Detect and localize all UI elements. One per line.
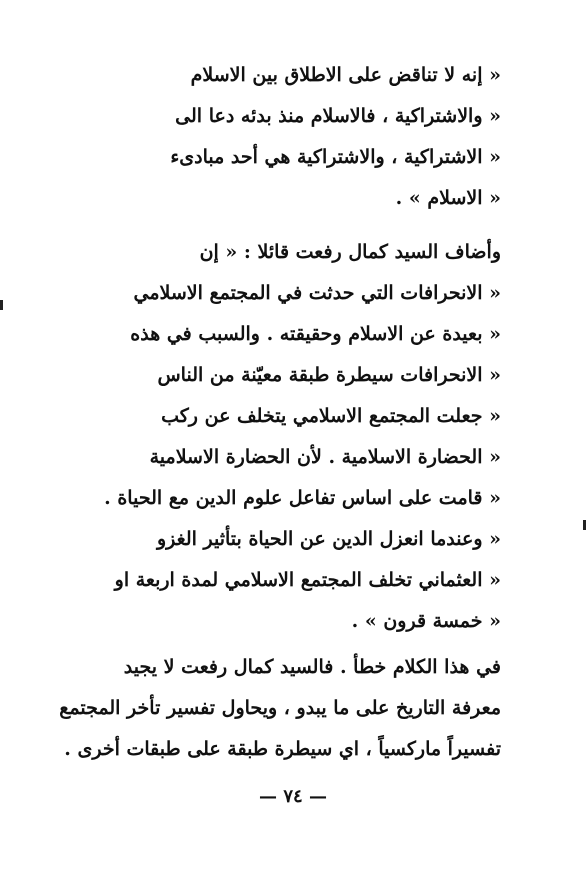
text-line: في هذا الكلام خطأ . فالسيد كمال رفعت لا يجيد [123,656,501,678]
text-line: وأضاف السيد كمال رفعت قائلا : « إن [199,241,501,263]
text-line: « وعندما انعزل الدين عن الحياة بتأثير الغزو [157,528,501,550]
text-line: « الانحرافات سيطرة طبقة معيّنة من الناس [157,364,501,386]
text-line: « جعلت المجتمع الاسلامي يتخلف عن ركب [161,405,501,427]
margin-mark [0,300,3,310]
text-line: معرفة التاريخ على ما يبدو ، ويحاول تفسير تأخر المجتمع [59,697,501,719]
second-quote [104,232,501,642]
text-line: « الانحرافات التي حدثت في المجتمع الاسلامي [133,282,501,304]
text-line: « خمسة قرون » . [351,610,501,632]
commentary-paragraph [59,647,501,770]
text-line: « إنه لا تناقض على الاطلاق بين الاسلام [190,64,501,86]
text-line: « والاشتراكية ، فالاسلام منذ بدئه دعا الى [175,105,501,127]
text-line: « العثماني تخلف المجتمع الاسلامي لمدة اربعة او [114,569,501,591]
opening-quote [141,55,501,219]
page-number: — ٧٤ — [259,786,327,807]
text-line: تفسيراً ماركسياً ، اي سيطرة طبقة على طبقات أخرى . [64,738,501,760]
text-line: « الاسلام » . [395,187,501,209]
text-line: « الحضارة الاسلامية . لأن الحضارة الاسلامية [149,446,501,468]
text-line: « بعيدة عن الاسلام وحقيقته . والسبب في هذه [130,323,501,345]
text-line: « قامت على اساس تفاعل علوم الدين مع الحياة . [104,487,501,509]
text-line: « الاشتراكية ، والاشتراكية هي أحد مبادىء [170,146,501,168]
